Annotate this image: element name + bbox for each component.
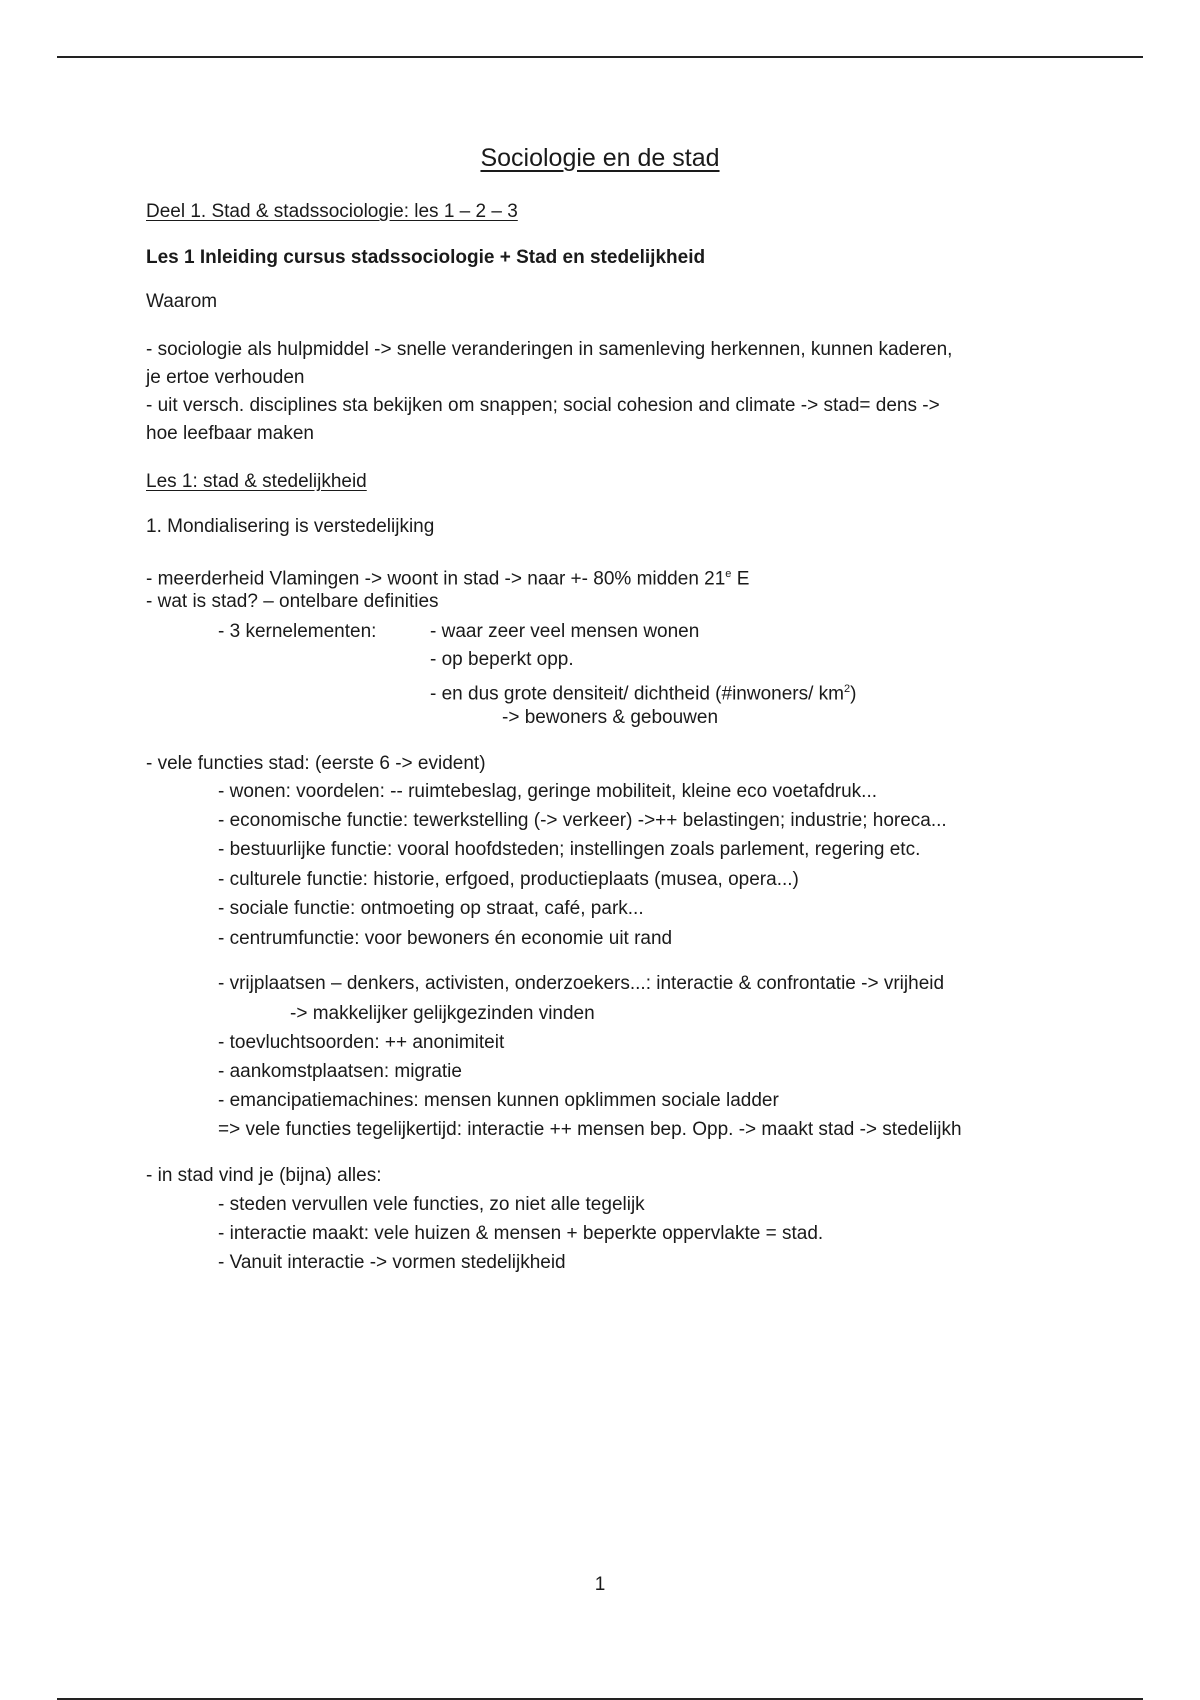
alles-item: - Vanuit interactie -> vormen stedelijkheid (218, 1252, 566, 1273)
alles-item: - interactie maakt: vele huizen & mensen + beperkte oppervlakte = stad. (218, 1223, 824, 1244)
deel-heading: Deel 1. Stad & stadssociologie: les 1 – 2 – 3 (146, 201, 518, 222)
les1-heading: Les 1 Inleiding cursus stadssociologie + Stad en stedelijkheid (146, 247, 706, 268)
squared-superscript: 2 (844, 683, 851, 695)
kern-item-text: - en dus grote densiteit/ dichtheid (#inwoners/ km (430, 683, 844, 705)
functie-conclusion: => vele functies tegelijkertijd: interactie ++ mensen bep. Opp. -> maakt stad -> stedelijkh (218, 1119, 962, 1140)
waarom-line: - sociologie als hulpmiddel -> snelle veranderingen in samenleving herkennen, kunnen kaderen, (146, 339, 953, 360)
page-title: Sociologie en de stad (480, 144, 720, 172)
section1-line: - wat is stad? – ontelbare definities (146, 591, 439, 612)
waarom-line: hoe leefbaar maken (146, 423, 314, 444)
ordinal-superscript: e (725, 568, 732, 580)
kern-item: - waar zeer veel mensen wonen (430, 621, 700, 642)
functies-heading: - vele functies stad: (eerste 6 -> evident) (146, 753, 486, 774)
kern-label: - 3 kernelementen: (218, 621, 377, 642)
section1-heading: 1. Mondialisering is verstedelijking (146, 516, 435, 537)
functie-item: - wonen: voordelen: -- ruimtebeslag, geringe mobiliteit, kleine eco voetafdruk... (218, 781, 878, 802)
section1-line-text: - meerderheid Vlamingen -> woont in stad -> naar +- 80% midden 21 (146, 568, 726, 590)
section1-line-suffix: E (731, 568, 750, 590)
functie-item: - emancipatiemachines: mensen kunnen opklimmen sociale ladder (218, 1090, 779, 1111)
functie-item: - economische functie: tewerkstelling (-> verkeer) ->++ belastingen; industrie; horeca... (218, 810, 947, 831)
waarom-line: - uit versch. disciplines sta bekijken om snappen; social cohesion and climate -> stad= dens -> (146, 395, 940, 416)
waarom-heading: Waarom (146, 291, 218, 312)
functie-item: - bestuurlijke functie: vooral hoofdsteden; instellingen zoals parlement, regering etc. (218, 839, 921, 860)
functie-item: - vrijplaatsen – denkers, activisten, onderzoekers...: interactie & confrontatie -> vrijheid (218, 973, 945, 994)
functie-item: - sociale functie: ontmoeting op straat, café, park... (218, 898, 644, 919)
functie-item: - toevluchtsoorden: ++ anonimiteit (218, 1032, 505, 1053)
kern-subitem: -> bewoners & gebouwen (502, 707, 719, 728)
header-rule (57, 56, 1143, 58)
page-number: 1 (594, 1574, 606, 1595)
kern-item: - op beperkt opp. (430, 649, 574, 670)
les1-subheading: Les 1: stad & stedelijkheid (146, 471, 367, 492)
functie-item: - centrumfunctie: voor bewoners én economie uit rand (218, 928, 673, 949)
waarom-line: je ertoe verhouden (146, 367, 305, 388)
functie-item: - culturele functie: historie, erfgoed, productieplaats (musea, opera...) (218, 869, 799, 890)
alles-heading: - in stad vind je (bijna) alles: (146, 1165, 382, 1186)
functie-subitem: -> makkelijker gelijkgezinden vinden (290, 1003, 595, 1024)
functie-item: - aankomstplaatsen: migratie (218, 1061, 462, 1082)
alles-item: - steden vervullen vele functies, zo niet alle tegelijk (218, 1194, 645, 1215)
kern-item-suffix: ) (850, 683, 857, 705)
